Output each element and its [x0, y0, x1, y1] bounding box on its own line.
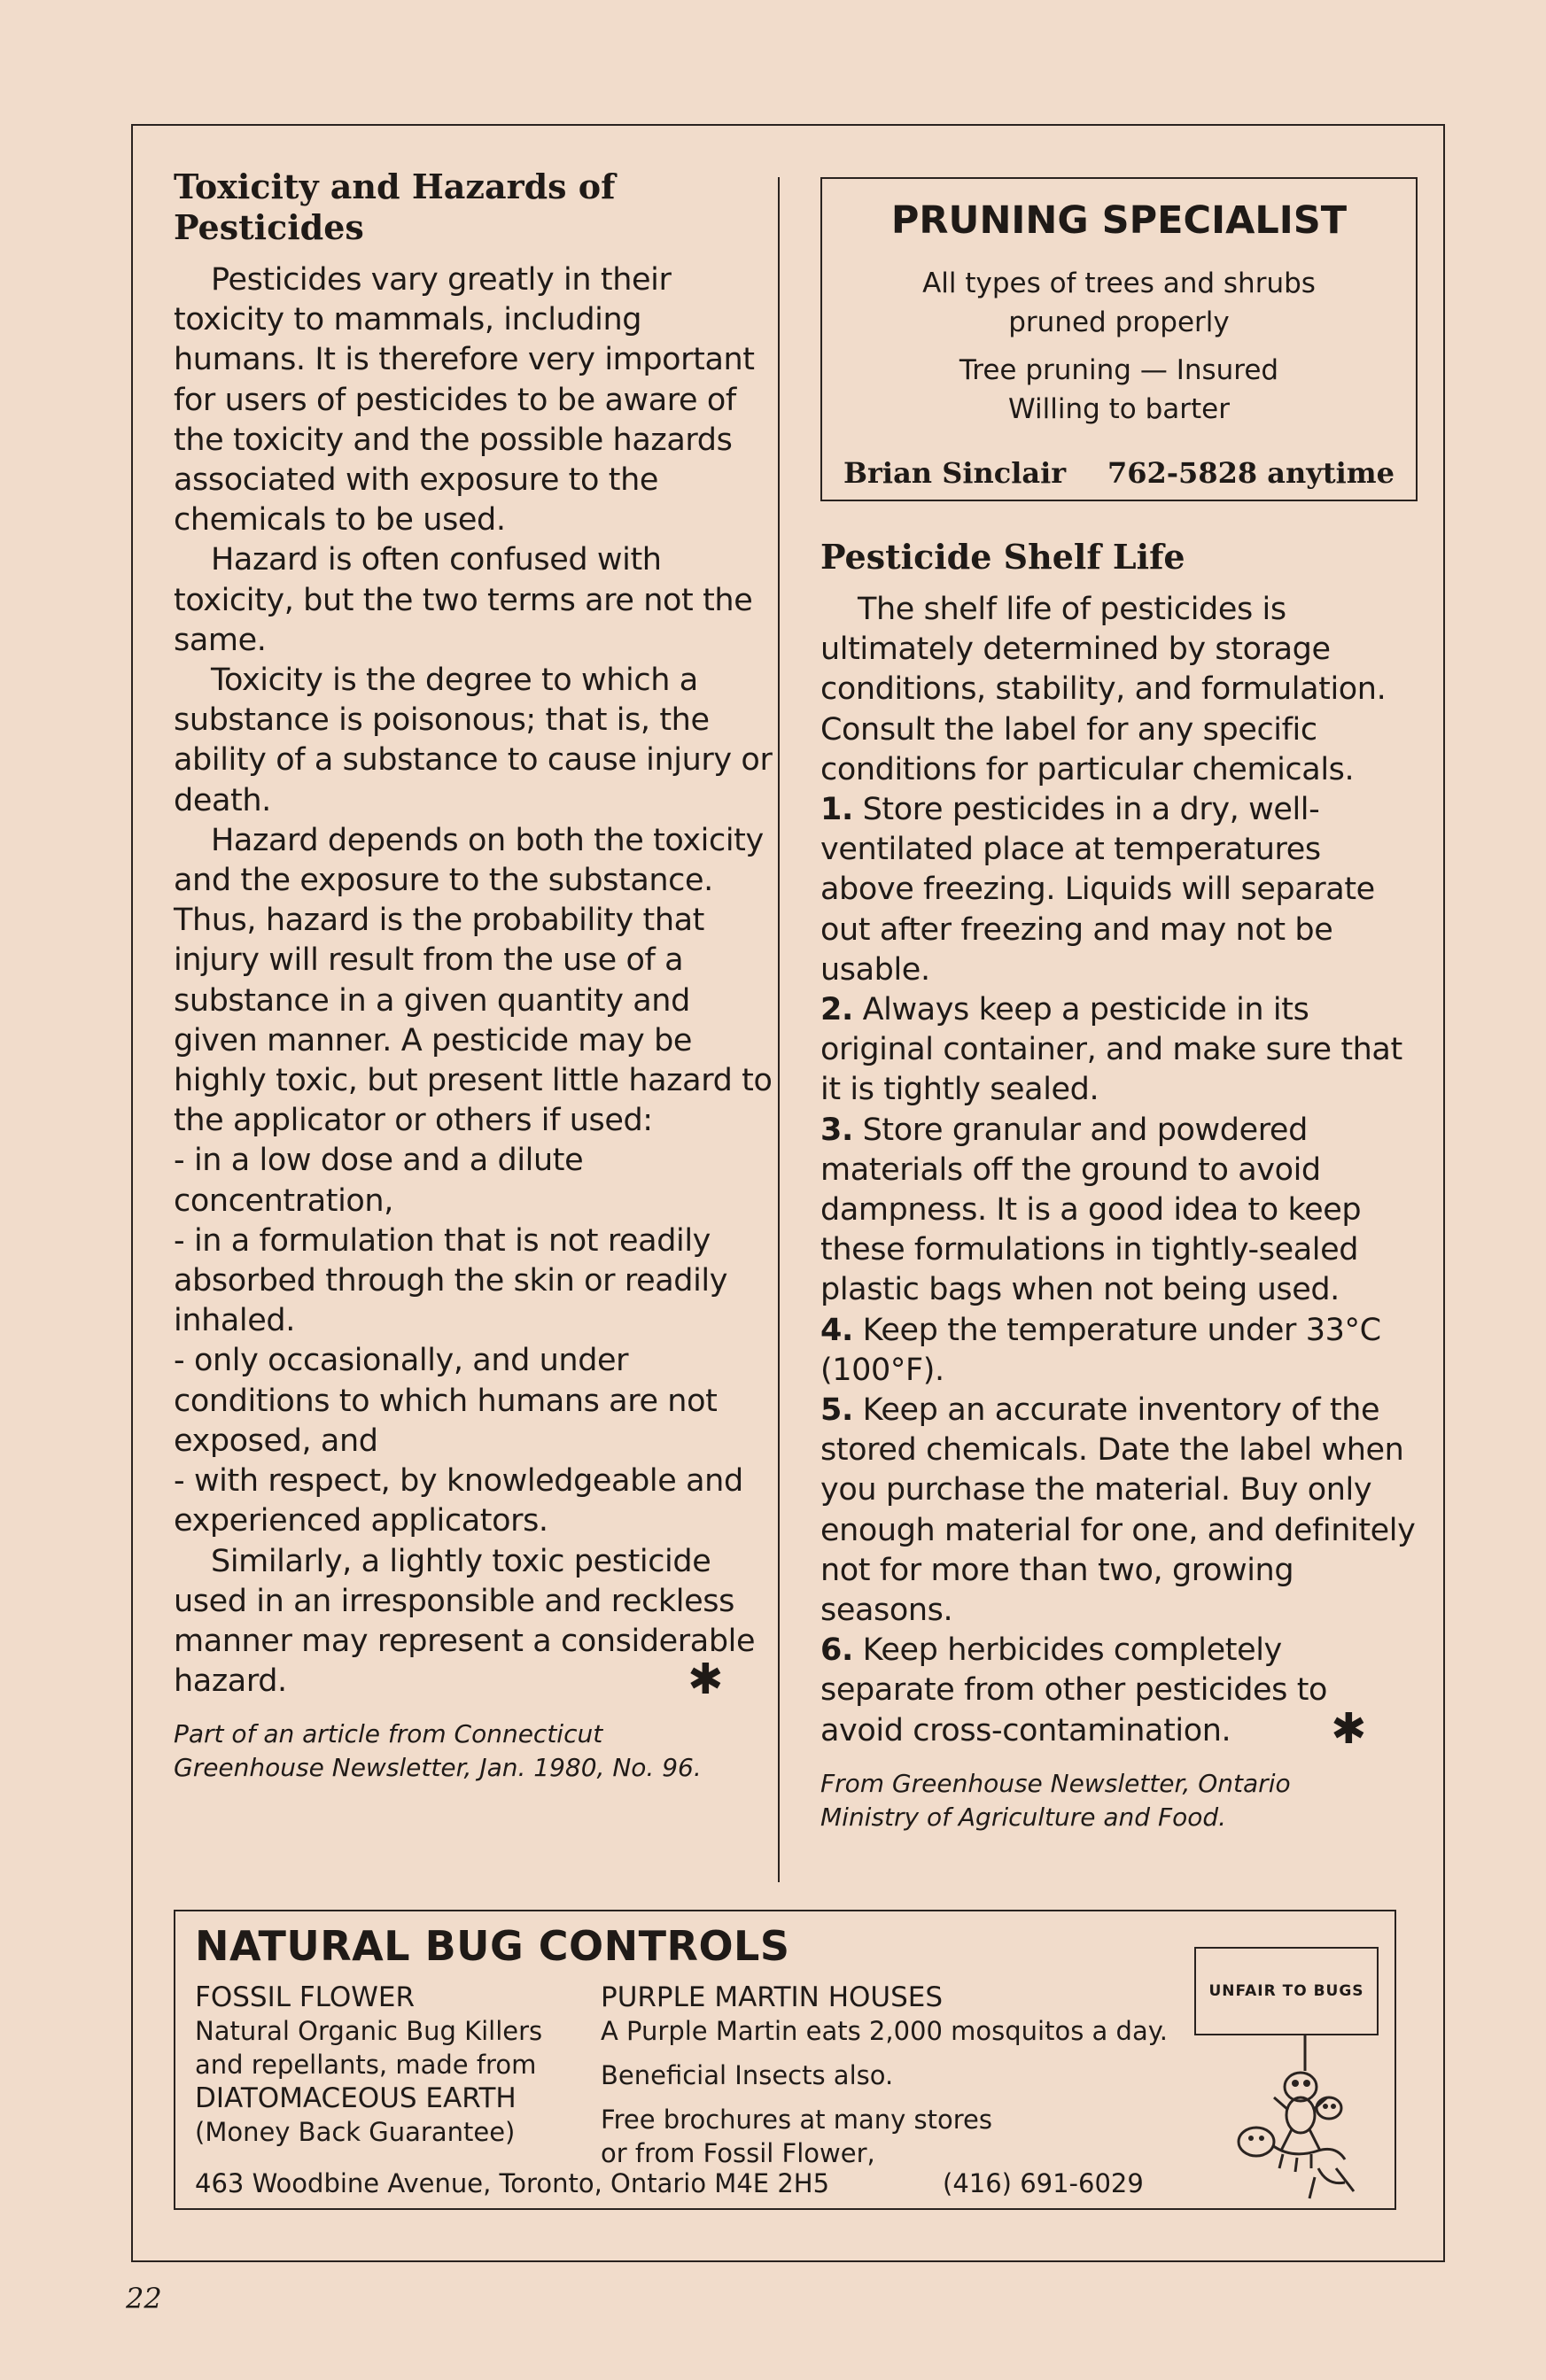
item-text: Keep the temperature under 33°C (100°F). — [820, 1312, 1381, 1388]
source-line: Greenhouse Newsletter, Jan. 1980, No. 96. — [174, 1753, 702, 1783]
ad-contact — [843, 454, 1395, 492]
ad-line: (Money Back Guarantee) — [195, 2117, 516, 2147]
column-divider — [778, 177, 780, 1882]
page-number: 22 — [126, 2282, 162, 2315]
bug-controls-ad — [174, 1910, 1396, 2210]
article-title: Pesticide Shelf Life — [820, 537, 1185, 577]
list-item — [820, 1391, 1419, 1631]
article-body — [820, 590, 1419, 1754]
item-number: 4. — [820, 1312, 853, 1348]
ad-line: or from Fossil Flower, — [601, 2138, 875, 2168]
source-line: Part of an article from Connecticut — [174, 1719, 603, 1749]
item-text: Keep an accurate inventory of the stored chemicals. Date the label when you purchase the material. Buy only enough material for one, and definitely not for more than two, growing seasons. — [820, 1392, 1416, 1629]
list-item — [820, 790, 1419, 990]
paragraph: The shelf life of pesticides is ultimately determined by storage conditions, stability, and formulation. Consult the label for any specific conditions for particular chemicals. — [820, 592, 1387, 787]
item-number: 2. — [820, 992, 853, 1028]
item-number: 1. — [820, 792, 853, 828]
article-source — [820, 1767, 1419, 1834]
end-mark-icon: ✱ — [688, 1655, 723, 1705]
ad-line: Beneficial Insects also. — [601, 2060, 894, 2090]
closing-text: Similarly, a lightly toxic pesticide used in an irresponsible and reckless manner may represent a considerable hazard. — [174, 1543, 756, 1700]
list-item — [820, 1311, 1419, 1391]
ad-line: pruned properly — [1008, 306, 1230, 338]
list-item — [820, 1631, 1419, 1754]
ad-title: PRUNING SPECIALIST — [890, 198, 1348, 243]
item-number: 5. — [820, 1392, 853, 1429]
item-text: Store granular and powdered materials off the ground to avoid dampness. It is a good idea to keep these formulations in tightly-sealed plastic bags when not being used. — [820, 1112, 1362, 1308]
cartoon-bugs-icon — [1230, 2035, 1380, 2204]
ad-title: NATURAL BUG CONTROLS — [195, 1922, 790, 1970]
paragraph — [174, 1542, 776, 1705]
ad-line: All types of trees and shrubs — [922, 267, 1316, 299]
paragraph: Pesticides vary greatly in their toxicity to mammals, including humans. It is therefore very important for users of pesticides to be aware of the toxicity and the possible hazards associated with exposure to the chemicals to be used. — [174, 262, 755, 539]
item-text: Store pesticides in a dry, well-ventilated place at temperatures above freezing. Liquids will separate out after freezing and may not be usable. — [820, 792, 1375, 988]
article-title: Toxicity and Hazards of Pesticides — [174, 167, 616, 247]
ad-line: Willing to barter — [1008, 393, 1230, 425]
paragraph: Hazard depends on both the toxicity and the exposure to the substance. Thus, hazard is the probability that injury will result from the use of a substance in a given quantity and given manner. A pesticide may be highly toxic, but present little hazard to the applicator or others if used: — [174, 822, 773, 1139]
paragraph: Hazard is often confused with toxicity, but the two terms are not the same. — [174, 542, 753, 658]
item-number: 3. — [820, 1112, 853, 1148]
right-column — [820, 177, 1419, 1834]
item-text: Always keep a pesticide in its original container, and make sure that it is tightly sealed. — [820, 992, 1402, 1108]
ad-column-fossil-flower — [195, 1981, 576, 2149]
end-mark-icon: ✱ — [1331, 1703, 1366, 1754]
bullet-item: - in a formulation that is not readily absorbed through the skin or readily inhaled. — [174, 1222, 728, 1339]
spacer — [601, 2092, 1168, 2103]
contact-name: Brian Sinclair — [843, 456, 1067, 490]
ad-line: and repellants, made from — [195, 2050, 537, 2080]
ad-line: A Purple Martin eats 2,000 mosquitos a day. — [601, 2016, 1168, 2046]
bullet-item: - with respect, by knowledgeable and experienced applicators. — [174, 1463, 743, 1539]
ad-line: Tree pruning — Insured — [959, 354, 1279, 386]
ad-phone: (416) 691-6029 — [943, 2168, 1144, 2198]
pruning-ad — [820, 177, 1418, 501]
ad-column-purple-martin — [601, 1981, 1168, 2170]
item-number: 6. — [820, 1632, 853, 1669]
spacer — [601, 2048, 1168, 2058]
bullet-item: - only occasionally, and under conditions to which humans are not exposed, and — [174, 1343, 718, 1459]
ad-heading: FOSSIL FLOWER — [195, 1981, 416, 2013]
ad-line: Free brochures at many stores — [601, 2105, 992, 2135]
article-body — [174, 260, 776, 1705]
ad-line: Natural Organic Bug Killers — [195, 2016, 543, 2046]
bullet-item: - in a low dose and a dilute concentration, — [174, 1143, 584, 1219]
contact-phone: 762-5828 anytime — [1107, 456, 1395, 490]
left-article — [174, 167, 776, 1785]
ad-heading: PURPLE MARTIN HOUSES — [601, 1981, 944, 2013]
protest-sign — [1194, 1947, 1379, 2035]
list-item — [820, 1111, 1419, 1311]
list-item — [820, 990, 1419, 1111]
spacer — [843, 342, 1395, 351]
sign-text: UNFAIR TO BUGS — [1208, 1982, 1364, 2000]
ad-line: DIATOMACEOUS EARTH — [195, 2082, 517, 2114]
item-text: Keep herbicides completely separate from other pesticides to avoid cross-contamination. — [820, 1632, 1328, 1748]
article-source — [174, 1717, 776, 1785]
source-line: Ministry of Agriculture and Food. — [820, 1802, 1227, 1832]
paragraph: Toxicity is the degree to which a substance is poisonous; that is, the ability of a substance to cause injury or death. — [174, 663, 773, 818]
ad-address: 463 Woodbine Avenue, Toronto, Ontario M4E 2H5 — [195, 2168, 830, 2198]
source-line: From Greenhouse Newsletter, Ontario — [820, 1768, 1291, 1798]
